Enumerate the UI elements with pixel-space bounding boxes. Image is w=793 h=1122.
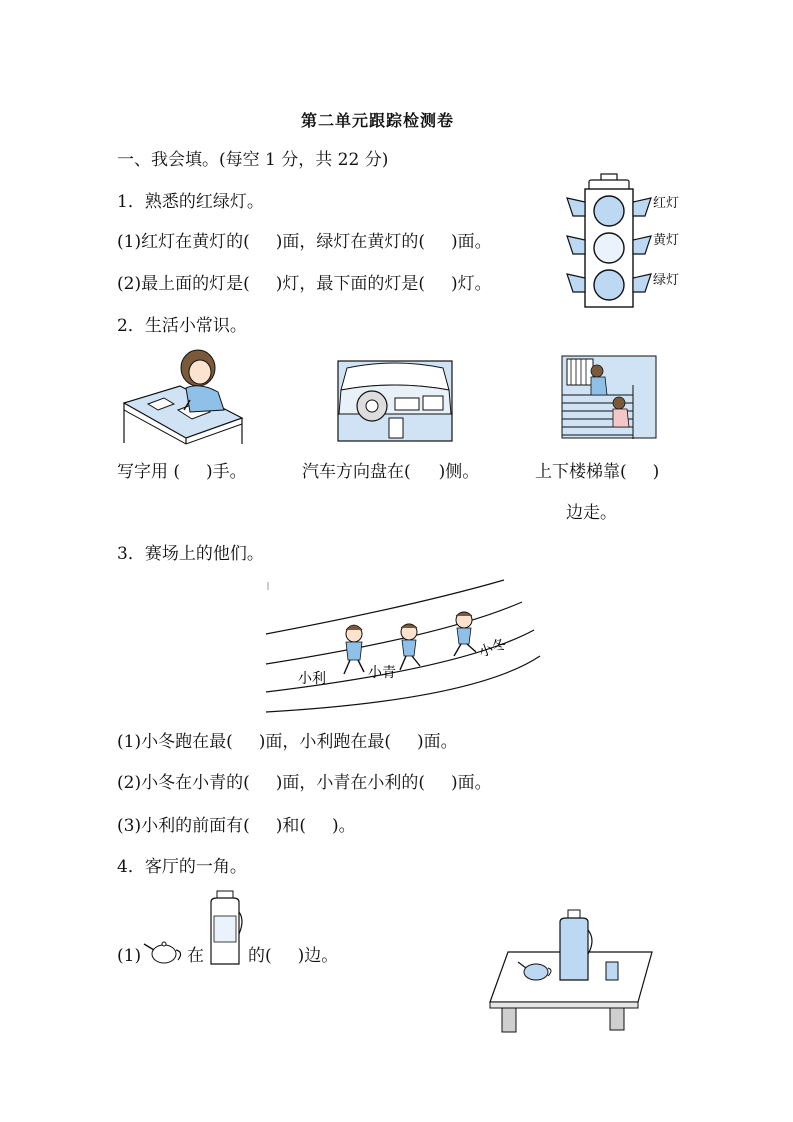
item-text: 汽车方向盘在( [302,462,411,482]
stairs-illustration [561,355,657,439]
item-text: )面。 [450,773,492,793]
item-text: (1)红灯在黄灯的( [117,232,250,252]
question-3-title: 3．赛场上的他们。 [117,544,264,564]
question-3-item-1 [117,732,458,752]
runner-label-xiaodong: 小冬 [476,636,509,661]
section-heading: 一、我会填。(每空 1 分，共 22 分) [117,150,389,170]
question-2-stairs [535,462,659,482]
item-text: )灯。 [450,274,492,294]
question-1-item-1 [117,232,492,252]
item-text: )边。 [297,946,339,966]
page-title: 第二单元跟踪检测卷 [301,111,455,130]
race-track-illustration [264,576,524,716]
thermos-icon [205,890,245,968]
question-1-title: 1．熟悉的红绿灯。 [117,192,264,212]
question-2-stairs-continued: 边走。 [566,503,617,523]
question-4-item-1-mid: 在 [187,946,204,966]
item-text: )。 [331,816,356,836]
item-text: 上下楼梯靠( [535,462,627,482]
car-dashboard-illustration [337,360,453,442]
question-2-steering [302,462,479,482]
item-text: (1)小冬跑在最( [117,732,233,752]
item-text: (2)小冬在小青的( [117,773,250,793]
runner-label-xiaoli: 小利 [298,671,326,687]
item-text: )和( [275,816,306,836]
question-4-item-1 [248,946,338,966]
item-text: )面，小青在小利的( [275,773,425,793]
item-text: )侧。 [438,462,480,482]
light-label-red: 红灯 [653,196,680,211]
item-text: )面，绿灯在黄灯的( [275,232,425,252]
item-text: )手。 [206,462,247,482]
item-text: (2)最上面的灯是( [117,274,250,294]
runner-label-xiaoqing: 小青 [368,665,396,681]
question-1-item-2 [117,274,492,294]
item-text: )灯，最下面的灯是( [275,274,425,294]
light-label-yellow: 黄灯 [653,233,680,248]
item-text: 写字用 ( [117,462,181,482]
traffic-light-illustration [565,172,695,312]
girl-writing-illustration [120,348,245,444]
question-3-item-2 [117,773,492,793]
item-text: ) [652,462,660,482]
item-text: 的( [248,946,272,966]
question-4-title: 4．客厅的一角。 [117,857,247,877]
light-label-green: 绿灯 [653,273,680,288]
teapot-icon [142,938,186,966]
question-2-title: 2．生活小常识。 [117,316,247,336]
item-text: )面，小利跑在最( [258,732,391,752]
question-2-writing [117,462,247,482]
item-text: )面。 [416,732,458,752]
item-text: (3)小利的前面有( [117,816,250,836]
question-4-item-1-number: (1) [117,946,142,966]
living-room-table-illustration [488,908,656,1036]
item-text: )面。 [450,232,492,252]
question-3-item-3 [117,816,356,836]
